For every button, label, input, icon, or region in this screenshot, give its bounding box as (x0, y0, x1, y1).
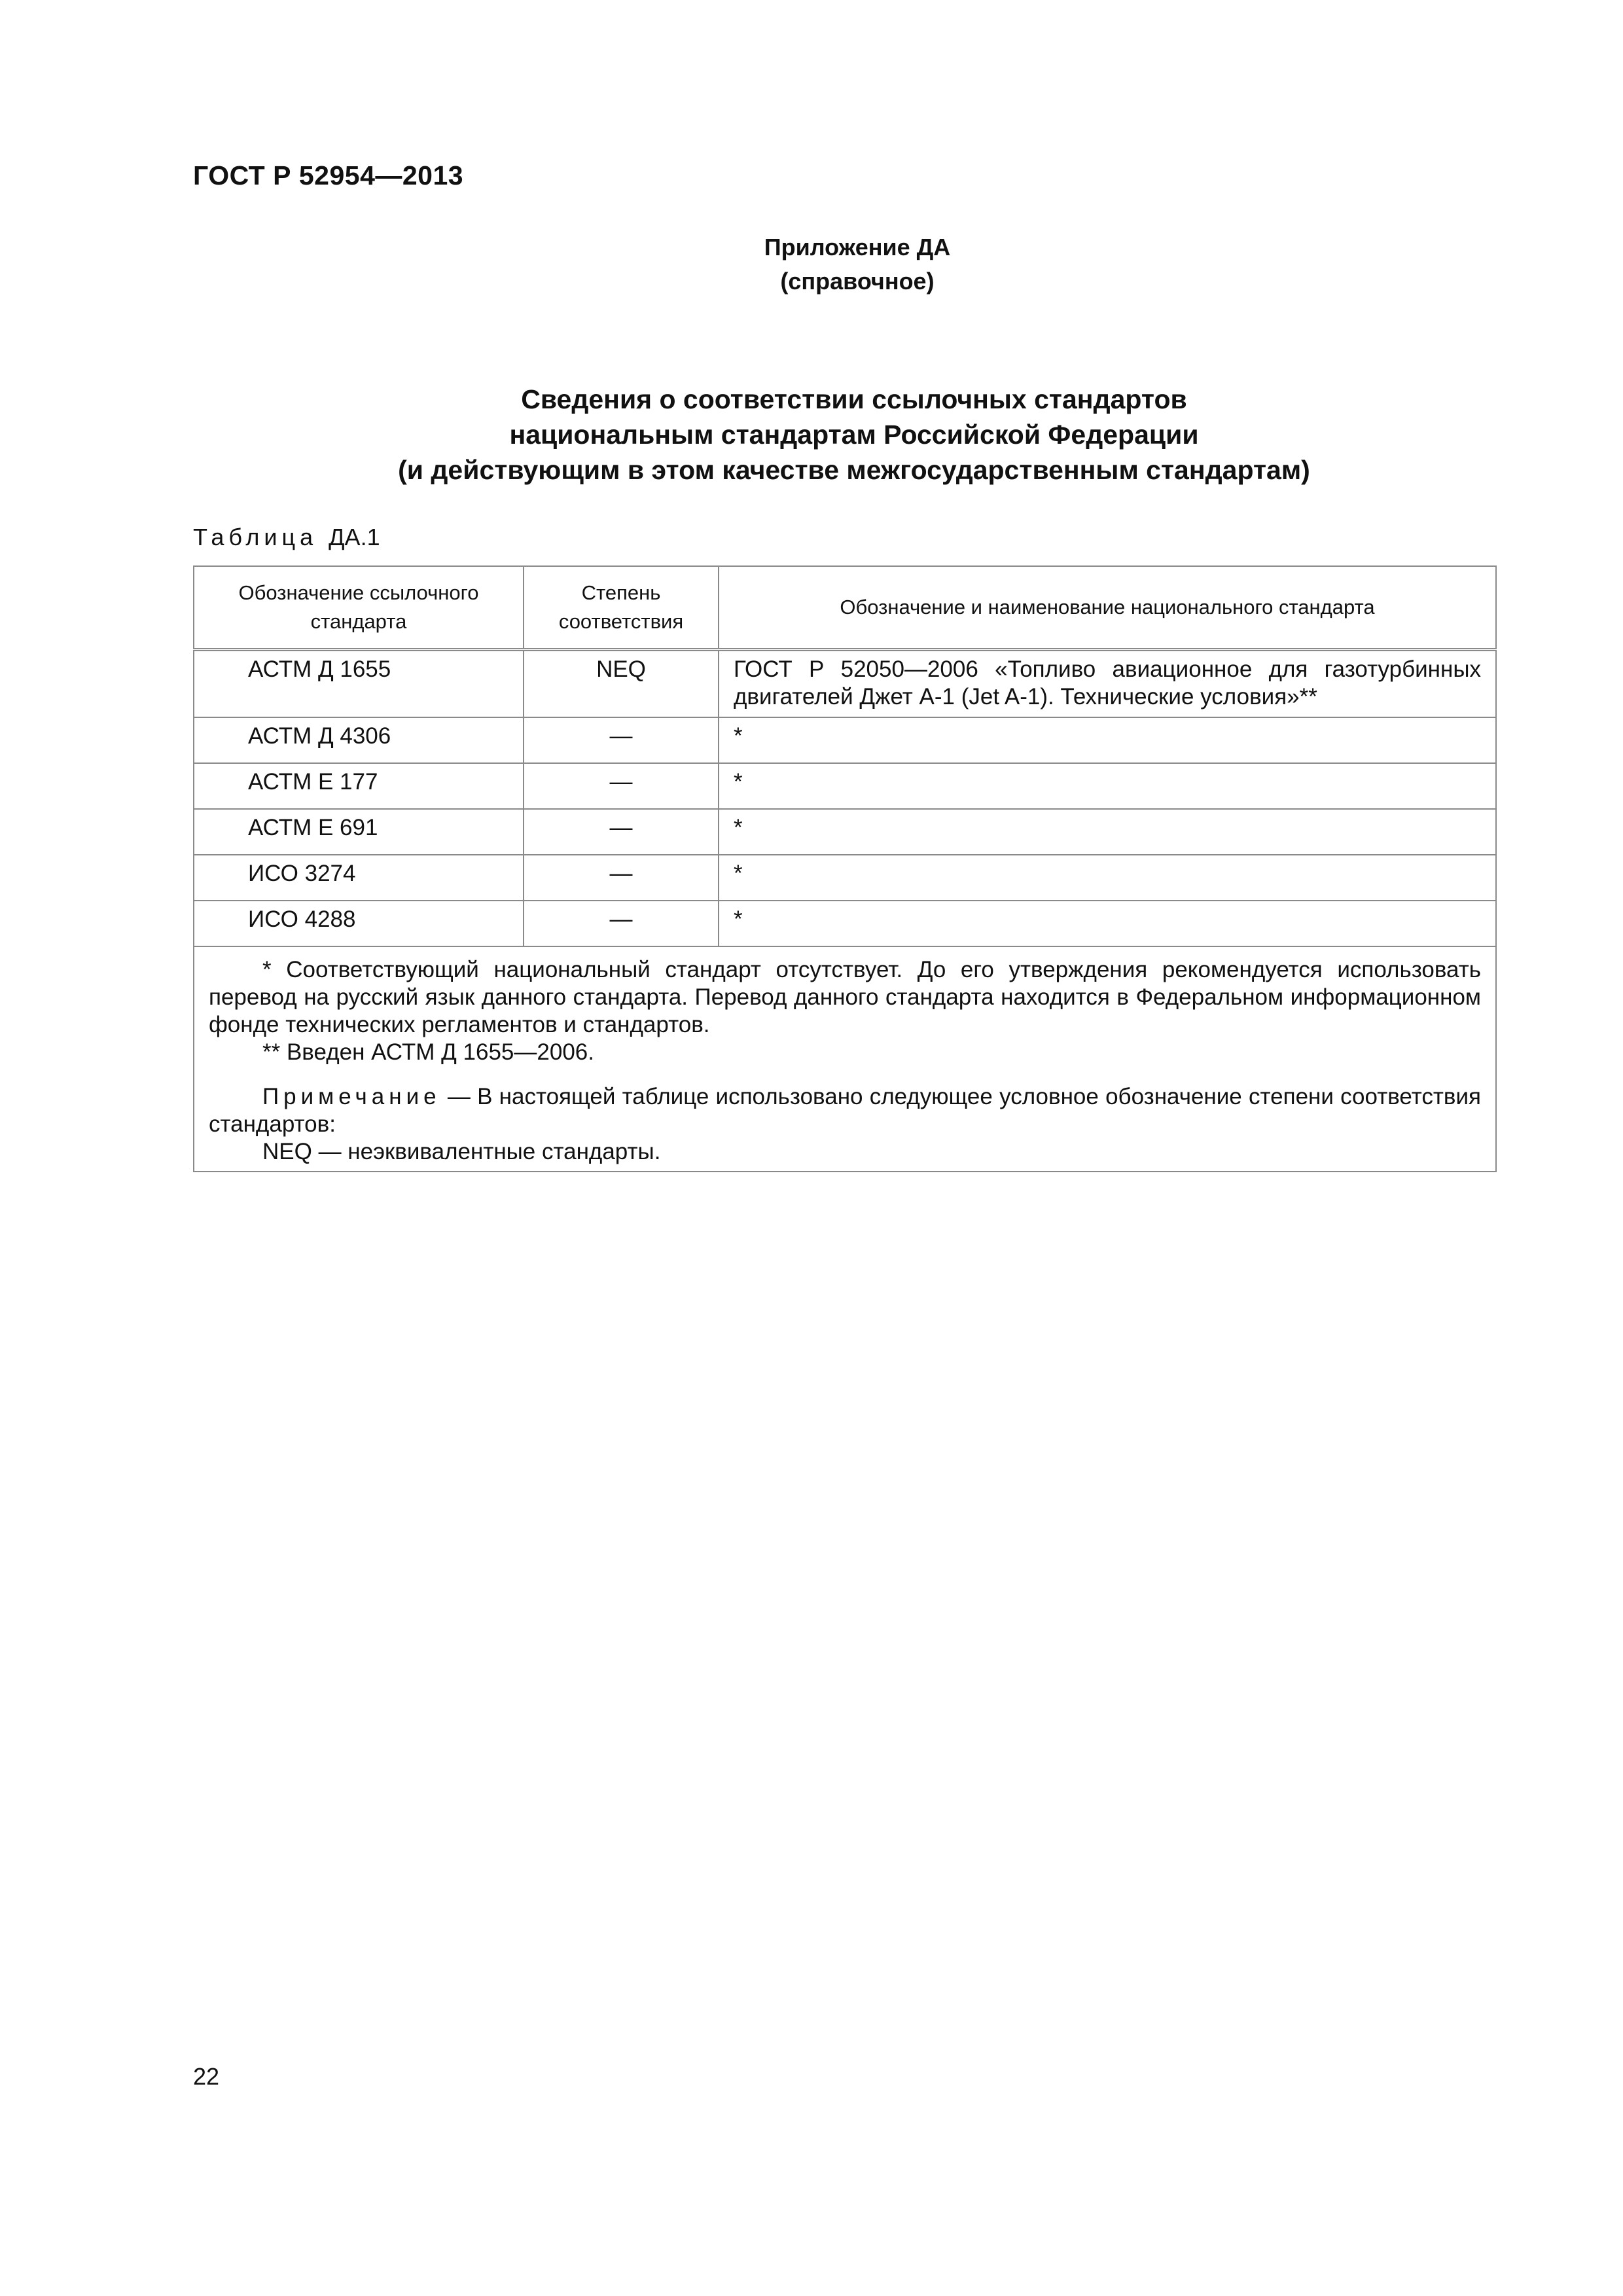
header-degree: Степень соответствия (524, 566, 719, 650)
table-footnotes-row (194, 946, 1496, 1172)
cell-ref: АСТМ Е 691 (194, 809, 524, 855)
cell-national: * (719, 809, 1496, 855)
table-footnotes (194, 946, 1496, 1172)
cell-national: ГОСТ Р 52050—2006 «Топливо авиационное для газотурбинных двигателей Джет А-1 (Jet A-1). Технические условия»** (719, 650, 1496, 718)
cell-ref: АСТМ Е 177 (194, 763, 524, 809)
cell-national: * (719, 855, 1496, 901)
cell-national: * (719, 901, 1496, 946)
header-ref-standard: Обозначение ссылочного стандарта (194, 566, 524, 650)
cell-degree: — (524, 809, 719, 855)
title-line-1: Сведения о соответствии ссылочных стандартов (521, 384, 1187, 414)
cell-degree: — (524, 763, 719, 809)
table-note (209, 1083, 1481, 1138)
annex-type: (справочное) (780, 268, 935, 295)
cell-ref: ИСО 4288 (194, 901, 524, 946)
note-neq-definition: NEQ — неэквивалентные стандарты. (262, 1139, 661, 1164)
cell-national: * (719, 763, 1496, 809)
table-row (194, 855, 1496, 901)
note-label: Примечание (262, 1084, 441, 1109)
title-line-2: национальным стандартам Российской Федерации (509, 420, 1199, 450)
footnote-star: * Соответствующий национальный стандарт отсутствует. До его утверждения рекомендуется использовать перевод на русский язык данного стандарта. Перевод данного стандарта находится в Федеральном информационном фонде технических регламентов и стандартов. (209, 957, 1481, 1037)
standards-table (193, 565, 1497, 1172)
header-national-standard: Обозначение и наименование национального стандарта (719, 566, 1496, 650)
cell-degree: NEQ (524, 650, 719, 718)
cell-ref: АСТМ Д 4306 (194, 717, 524, 763)
table-row (194, 809, 1496, 855)
annex-title: Приложение ДА (764, 234, 951, 260)
note-text: — В настоящей таблице использовано следующее условное обозначение степени соответствия стандартов: (209, 1084, 1481, 1137)
table-caption-word: Таблица (193, 524, 318, 550)
document-title (249, 382, 1459, 488)
footnote-double-star: ** Введен АСТМ Д 1655—2006. (262, 1039, 594, 1065)
cell-national: * (719, 717, 1496, 763)
cell-ref: АСТМ Д 1655 (194, 650, 524, 718)
table-caption-number: ДА.1 (329, 524, 380, 550)
table-header-row (194, 566, 1496, 650)
table-caption (193, 524, 380, 551)
table-row (194, 901, 1496, 946)
table-row (194, 763, 1496, 809)
cell-degree: — (524, 901, 719, 946)
table-row (194, 650, 1496, 718)
document-code: ГОСТ Р 52954—2013 (193, 160, 464, 190)
table-row (194, 717, 1496, 763)
cell-degree: — (524, 855, 719, 901)
cell-ref: ИСО 3274 (194, 855, 524, 901)
annex-heading (681, 230, 1034, 298)
page-number: 22 (193, 2063, 220, 2090)
title-line-3: (и действующим в этом качестве межгосударственным стандартам) (398, 455, 1310, 485)
cell-degree: — (524, 717, 719, 763)
